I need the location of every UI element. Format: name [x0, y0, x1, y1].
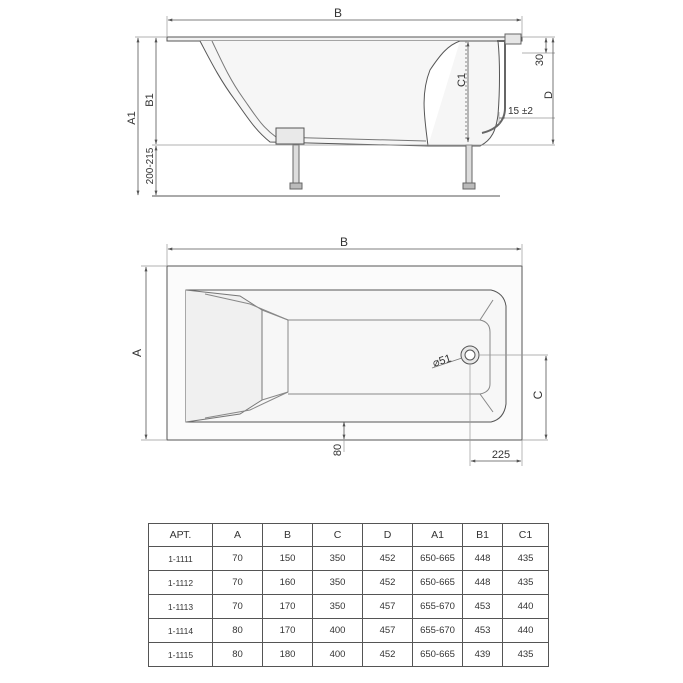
- top-label-B: B: [339, 235, 349, 249]
- side-rim: [167, 37, 522, 41]
- top-label-C: C: [531, 390, 545, 400]
- cell-b1: 439: [463, 643, 503, 667]
- header-b: B: [263, 524, 313, 547]
- cell-b: 180: [263, 643, 313, 667]
- cell-c1: 440: [503, 619, 549, 643]
- cell-a1: 650-665: [413, 643, 463, 667]
- cell-d: 452: [363, 571, 413, 595]
- top-backrest-outer: [186, 290, 262, 422]
- cell-a: 70: [213, 571, 263, 595]
- side-label-B1: B1: [144, 93, 156, 107]
- spec-table-header-row: [149, 524, 549, 547]
- top-drain-hole-inner: [465, 350, 475, 360]
- cell-a: 70: [213, 595, 263, 619]
- header-c1: C1: [503, 524, 549, 547]
- cell-b: 160: [263, 571, 313, 595]
- cell-a1: 655-670: [413, 595, 463, 619]
- top-view: [141, 244, 548, 466]
- side-label-D: D: [543, 91, 555, 99]
- side-label-tol: 15 ±2: [508, 106, 533, 117]
- cell-c: 400: [313, 643, 363, 667]
- cell-c: 350: [313, 547, 363, 571]
- header-d: D: [363, 524, 413, 547]
- spec-table: [148, 523, 549, 667]
- side-view: [135, 16, 555, 196]
- cell-a: 70: [213, 547, 263, 571]
- cell-b1: 453: [463, 619, 503, 643]
- table-row: [149, 619, 549, 643]
- cell-c: 400: [313, 619, 363, 643]
- cell-art: 1-1111: [149, 547, 213, 571]
- top-label-d51: ⌀51: [431, 352, 453, 370]
- cell-d: 457: [363, 595, 413, 619]
- header-b1: B1: [463, 524, 503, 547]
- cell-b: 170: [263, 619, 313, 643]
- cell-c1: 435: [503, 571, 549, 595]
- cell-a: 80: [213, 619, 263, 643]
- top-label-80: 80: [332, 443, 344, 457]
- side-label-legs: 200-215: [145, 147, 156, 185]
- header-art: АРТ.: [149, 524, 213, 547]
- top-label-225: 225: [491, 449, 511, 461]
- side-drain-box: [276, 128, 304, 144]
- cell-a1: 650-665: [413, 571, 463, 595]
- side-label-30: 30: [534, 53, 546, 67]
- cell-b: 150: [263, 547, 313, 571]
- cell-d: 452: [363, 547, 413, 571]
- cell-c: 350: [313, 571, 363, 595]
- header-c: C: [313, 524, 363, 547]
- cell-b: 170: [263, 595, 313, 619]
- side-label-A1: A1: [126, 111, 138, 125]
- cell-a1: 650-665: [413, 547, 463, 571]
- side-legs: [290, 145, 475, 189]
- table-row: [149, 595, 549, 619]
- table-row: [149, 643, 549, 667]
- table-row: [149, 571, 549, 595]
- side-tub-body: [200, 41, 460, 146]
- cell-d: 452: [363, 643, 413, 667]
- table-row: [149, 547, 549, 571]
- cell-c1: 435: [503, 547, 549, 571]
- cell-d: 457: [363, 619, 413, 643]
- top-label-A: A: [130, 348, 144, 358]
- cell-a: 80: [213, 643, 263, 667]
- cell-a1: 655-670: [413, 619, 463, 643]
- side-label-B: B: [333, 6, 343, 20]
- cell-c: 350: [313, 595, 363, 619]
- cell-b1: 448: [463, 571, 503, 595]
- cell-art: 1-1115: [149, 643, 213, 667]
- cell-b1: 448: [463, 547, 503, 571]
- cell-art: 1-1112: [149, 571, 213, 595]
- cell-c1: 435: [503, 643, 549, 667]
- side-label-C1: C1: [456, 72, 468, 88]
- cell-art: 1-1114: [149, 619, 213, 643]
- cell-c1: 440: [503, 595, 549, 619]
- cell-b1: 453: [463, 595, 503, 619]
- header-a: A: [213, 524, 263, 547]
- cell-art: 1-1113: [149, 595, 213, 619]
- header-a1: A1: [413, 524, 463, 547]
